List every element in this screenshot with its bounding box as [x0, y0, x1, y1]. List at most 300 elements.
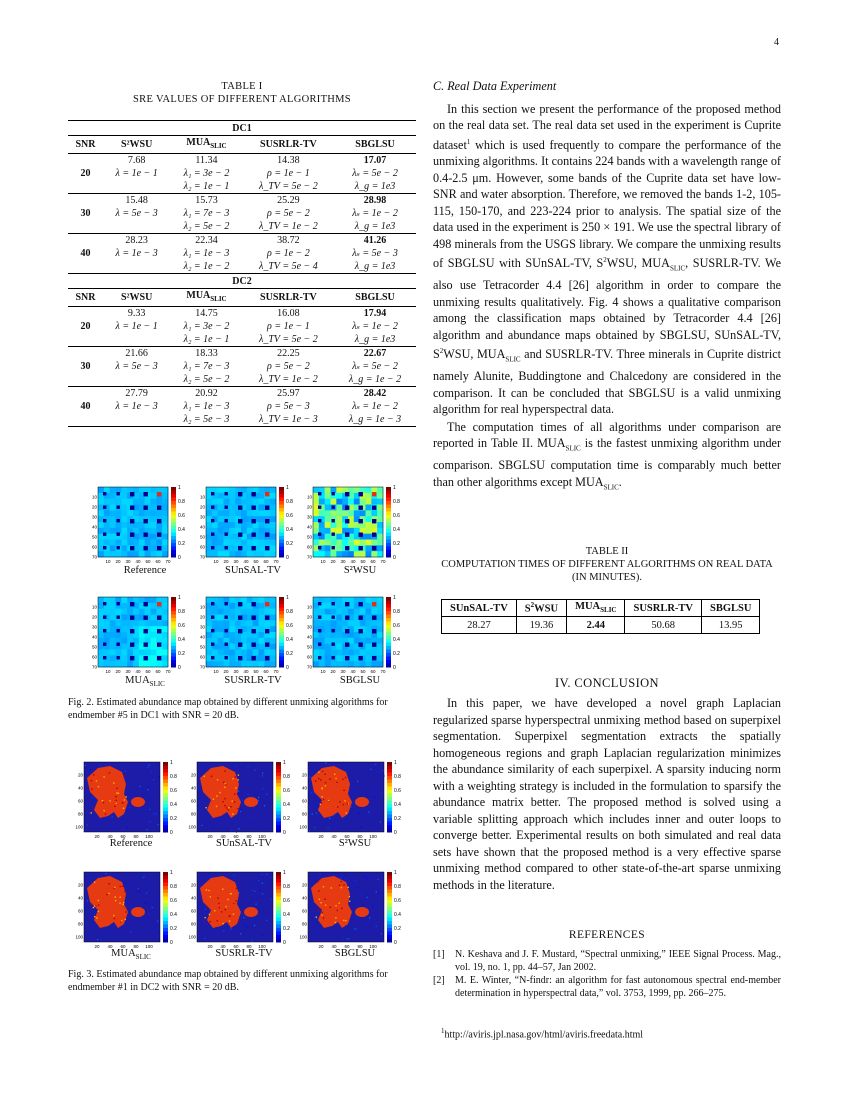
map-cell [116, 650, 122, 656]
map-cell [218, 638, 224, 644]
map-cell [259, 655, 265, 661]
colorbar-segment [276, 876, 281, 880]
noise-speck [149, 821, 150, 822]
param-cell: λₛ = 1e − 2 [352, 401, 398, 412]
colorbar-segment [386, 540, 391, 544]
region-speck [238, 779, 239, 780]
snr-cell: 40 [68, 234, 103, 274]
table-column-header: SBGLSU [702, 600, 760, 617]
table-column-header: SNR [68, 136, 103, 154]
map-cell [360, 609, 366, 615]
endmember-square [130, 546, 134, 550]
endmember-square [117, 533, 120, 536]
map-cell [313, 522, 319, 528]
noise-speck [258, 800, 259, 801]
y-tick-label: 20 [306, 504, 312, 510]
map-cell [377, 609, 383, 615]
param-cell: λ₁ = 7e − 3 [183, 361, 230, 372]
param-cell: λₛ = 5e − 3 [352, 248, 398, 259]
map-cell [270, 597, 276, 603]
endmember-square [117, 546, 120, 549]
map-cell [247, 510, 253, 516]
noise-speck [131, 767, 132, 768]
param-cell: ρ = 5e − 2 [267, 208, 310, 219]
endmember-square [252, 629, 256, 633]
map-cell [206, 540, 212, 546]
map-cell [336, 487, 342, 493]
x-tick-label: 100 [145, 834, 153, 839]
map-cell [270, 620, 276, 626]
region-speck [120, 897, 121, 898]
endmember-square [144, 546, 148, 550]
x-tick-label: 10 [105, 559, 111, 563]
sre-value-cell: 22.34 [170, 234, 242, 248]
y-tick-label: 10 [306, 494, 312, 500]
map-cell [313, 620, 319, 626]
map-cell [259, 603, 265, 609]
x-tick-label: 80 [246, 834, 252, 839]
x-tick-label: 60 [233, 944, 239, 949]
x-tick-label: 80 [133, 944, 139, 949]
noise-speck [157, 921, 158, 922]
colorbar-segment [279, 597, 284, 601]
x-tick-label: 60 [155, 559, 161, 563]
map-cell [313, 551, 319, 557]
sre-value-cell: 11.34 [195, 155, 218, 166]
sre-value-cell: 7.68 [127, 155, 146, 166]
endmember-square [318, 492, 321, 495]
map-cell [218, 487, 224, 493]
region-speck [329, 778, 330, 779]
map-cell [98, 632, 104, 638]
map-cell [218, 510, 224, 516]
colorbar-segment [386, 664, 391, 668]
colorbar-segment [163, 939, 168, 943]
map-cell [259, 499, 265, 505]
colorbar-tick-label: 0.6 [178, 623, 185, 629]
map-cell [377, 615, 383, 621]
noise-speck [158, 931, 159, 932]
map-cell [259, 644, 265, 650]
map-cell [212, 609, 218, 615]
map-cell [377, 499, 383, 505]
endmember-square [345, 602, 349, 606]
region-speck [93, 774, 94, 775]
map-cell [366, 522, 372, 528]
noise-speck [149, 765, 150, 766]
colorbar-segment [387, 939, 392, 943]
region-speck [217, 779, 218, 780]
x-tick-label: 40 [331, 834, 337, 839]
colorbar-segment [276, 897, 281, 901]
colorbar-segment [171, 657, 176, 661]
colorbar-segment [163, 815, 168, 819]
noise-speck [139, 786, 140, 787]
noise-speck [85, 765, 86, 766]
map-cell [354, 620, 360, 626]
endmember-square [265, 643, 269, 647]
table2-caption-title: COMPUTATION TIMES OF DIFFERENT ALGORITHMS ON REAL DATA (IN MINUTES). [441, 559, 773, 583]
map-cell [331, 620, 337, 626]
map-cell [104, 620, 110, 626]
y-tick-label: 20 [91, 614, 97, 620]
map-cell [218, 644, 224, 650]
region-speck [109, 772, 110, 773]
map-cell [336, 493, 342, 499]
region-speck [233, 914, 234, 915]
map-cell [319, 499, 325, 505]
endmember-square [225, 492, 228, 495]
map-cell [151, 597, 157, 603]
map-cell [116, 510, 122, 516]
noise-speck [153, 779, 154, 780]
endmember-square [372, 643, 376, 647]
colorbar-segment [387, 776, 392, 780]
map-cell [259, 661, 265, 667]
noise-speck [145, 929, 146, 930]
y-tick-label: 40 [301, 895, 307, 901]
colorbar-segment [276, 872, 281, 876]
map-cell [212, 620, 218, 626]
colorbar-segment [386, 622, 391, 626]
colorbar-segment [171, 512, 176, 516]
x-tick-label: 70 [165, 669, 171, 673]
colorbar-tick-label: 0 [393, 665, 396, 671]
endmember-square [238, 602, 242, 606]
colorbar-tick-label: 0.2 [178, 651, 185, 657]
x-tick-label: 60 [155, 669, 161, 673]
noise-speck [351, 806, 352, 807]
map-cell [156, 650, 162, 656]
endmember-square [372, 546, 376, 550]
y-tick-label: 100 [188, 934, 196, 940]
noise-speck [331, 818, 332, 819]
map-cell [121, 638, 127, 644]
colorbar-segment [387, 872, 392, 876]
noise-speck [114, 939, 115, 940]
region-speck [98, 911, 99, 912]
panel-label: SBGLSU [339, 675, 381, 686]
colorbar-segment [279, 608, 284, 612]
colorbar-segment [387, 783, 392, 787]
panel-label: SUnSAL-TV [224, 565, 281, 576]
region-speck [341, 908, 342, 909]
colorbar-segment [171, 494, 176, 498]
region-speck [123, 902, 124, 903]
endmember-square [345, 656, 349, 660]
noise-speck [355, 928, 356, 929]
x-tick-label: 100 [369, 834, 377, 839]
colorbar-segment [171, 608, 176, 612]
table-column-header: S²WSU [103, 136, 170, 154]
colorbar-segment [163, 808, 168, 812]
region-speck [120, 886, 121, 887]
map-cell [253, 551, 259, 557]
noise-speck [378, 892, 379, 893]
y-tick-label: 50 [199, 534, 205, 540]
colorbar-tick-label: 0.4 [286, 637, 293, 643]
map-cell [98, 510, 104, 516]
endmember-square [103, 629, 106, 632]
map-cell [104, 661, 110, 667]
map-cell [110, 551, 116, 557]
y-tick-label: 30 [199, 624, 205, 630]
noise-speck [266, 874, 267, 875]
map-cell [98, 650, 104, 656]
colorbar-segment [387, 928, 392, 932]
map-cell [366, 638, 372, 644]
map-cell [229, 540, 235, 546]
region-speck [230, 893, 231, 894]
map-cell [325, 632, 331, 638]
colorbar-segment [387, 780, 392, 784]
noise-speck [158, 824, 159, 825]
map-cell [241, 551, 247, 557]
region-speck [204, 917, 205, 918]
map-cell [336, 534, 342, 540]
region-speck [318, 772, 319, 773]
map-cell [319, 620, 325, 626]
colorbar-tick-label: 0.4 [178, 637, 185, 643]
noise-speck [334, 815, 335, 816]
y-tick-label: 70 [199, 664, 205, 670]
map-cell [270, 638, 276, 644]
map-cell [336, 516, 342, 522]
panel-label: SUSRLR-TV [215, 948, 273, 959]
computation-time-cell: 13.95 [702, 617, 760, 634]
map-cell [127, 540, 133, 546]
endmember-square [117, 506, 120, 509]
region-speck [233, 903, 234, 904]
noise-speck [373, 797, 374, 798]
colorbar-tick-label: 0.6 [393, 513, 400, 519]
colorbar-segment [171, 636, 176, 640]
endmember-square [318, 506, 321, 509]
map-cell [110, 493, 116, 499]
map-cell [116, 661, 122, 667]
endmember-square [252, 656, 256, 660]
map-cell [162, 597, 168, 603]
sre-value-cell: 14.75 [195, 308, 218, 319]
map-cell [151, 644, 157, 650]
region-speck [226, 807, 227, 808]
noise-speck [270, 899, 271, 900]
noise-speck [130, 931, 131, 932]
table1-caption-title: SRE VALUES OF DIFFERENT ALGORITHMS [133, 94, 351, 105]
y-tick-label: 40 [91, 524, 97, 530]
map-cell [229, 528, 235, 534]
map-cell [259, 522, 265, 528]
noise-speck [138, 888, 139, 889]
colorbar-tick-label: 0 [170, 830, 173, 836]
y-tick-label: 60 [301, 908, 307, 914]
x-tick-label: 60 [263, 559, 269, 563]
region-speck [316, 916, 317, 917]
colorbar-segment [276, 776, 281, 780]
colorbar-segment [387, 815, 392, 819]
noise-speck [253, 807, 254, 808]
map-cell [325, 650, 331, 656]
region-speck [321, 802, 322, 803]
colorbar-segment [163, 787, 168, 791]
noise-speck [356, 929, 357, 930]
colorbar-segment [171, 501, 176, 505]
param-cell: λₛ = 1e − 2 [352, 208, 398, 219]
region-speck [232, 778, 233, 779]
map-cell [371, 620, 377, 626]
colorbar-segment [279, 547, 284, 551]
param-cell: λₛ = 1e − 2 [352, 321, 398, 332]
endmember-square [130, 629, 134, 633]
noise-speck [266, 794, 267, 795]
colorbar-segment [386, 643, 391, 647]
map-cell [342, 650, 348, 656]
colorbar-segment [387, 762, 392, 766]
endmember-square [103, 533, 106, 536]
map-cell [366, 650, 372, 656]
noise-speck [258, 880, 259, 881]
map-cell [348, 661, 354, 667]
endmember-square [157, 656, 161, 660]
map-cell [336, 609, 342, 615]
param-cell: λ_g = 1e3 [354, 181, 396, 192]
colorbar-segment [387, 886, 392, 890]
map-cell [253, 650, 259, 656]
noise-speck [250, 822, 251, 823]
colorbar-segment [279, 536, 284, 540]
map-cell [121, 620, 127, 626]
colorbar-segment [387, 808, 392, 812]
colorbar-segment [386, 608, 391, 612]
y-tick-label: 100 [188, 824, 196, 830]
y-tick-label: 60 [77, 908, 83, 914]
colorbar-segment [279, 540, 284, 544]
table-section-title: DC1 [68, 121, 416, 136]
noise-speck [309, 777, 310, 778]
colorbar-tick-label: 0.6 [286, 623, 293, 629]
map-cell [241, 540, 247, 546]
region-speck [90, 812, 91, 813]
map-cell [259, 615, 265, 621]
x-tick-label: 50 [145, 669, 151, 673]
y-tick-label: 60 [91, 654, 97, 660]
param-cell: λ₂ = 5e − 3 [170, 413, 242, 427]
colorbar-tick-label: 0 [170, 940, 173, 946]
computation-time-cell: 50.68 [625, 617, 702, 634]
noise-speck [262, 773, 263, 774]
noise-speck [139, 891, 140, 892]
endmember-square [238, 656, 242, 660]
map-cell [110, 638, 116, 644]
noise-speck [377, 771, 378, 772]
map-cell [229, 499, 235, 505]
noise-speck [208, 826, 209, 827]
sre-value-cell: 21.66 [103, 347, 170, 361]
table-column-header: S²WSU [103, 289, 170, 307]
noise-speck [134, 906, 135, 907]
colorbar-segment [276, 883, 281, 887]
noise-speck [381, 793, 382, 794]
colorbar-segment [171, 491, 176, 495]
region-speck [328, 800, 329, 801]
region-speck [210, 921, 211, 922]
map-cell [110, 609, 116, 615]
map-cell [229, 597, 235, 603]
sre-value-cell: 38.72 [243, 234, 334, 248]
map-cell [336, 661, 342, 667]
colorbar-tick-label: 0.4 [393, 637, 400, 643]
noise-speck [262, 883, 263, 884]
noise-speck [327, 827, 328, 828]
map-cell [336, 655, 342, 661]
map-cell [253, 540, 259, 546]
map-cell [325, 609, 331, 615]
endmember-square [103, 656, 106, 659]
map-cell [319, 661, 325, 667]
x-tick-label: 50 [360, 669, 366, 673]
x-tick-label: 40 [135, 669, 141, 673]
endmember-square [144, 519, 148, 523]
colorbar-segment [276, 904, 281, 908]
map-cell [377, 661, 383, 667]
colorbar-segment [276, 921, 281, 925]
endmember-square [157, 506, 161, 510]
noise-speck [364, 932, 365, 933]
map-cell [218, 540, 224, 546]
colorbar-segment [279, 543, 284, 547]
map-cell [110, 615, 116, 621]
colorbar-tick-label: 0.6 [283, 788, 290, 794]
y-tick-label: 60 [306, 544, 312, 550]
region-speck [331, 887, 332, 888]
noise-speck [213, 766, 214, 767]
sre-value-cell: 9.33 [127, 308, 146, 319]
x-tick-label: 50 [253, 559, 259, 563]
map-cell [121, 487, 127, 493]
noise-speck [150, 771, 151, 772]
noise-speck [127, 827, 128, 828]
y-tick-label: 40 [77, 785, 83, 791]
noise-speck [130, 885, 131, 886]
colorbar-segment [276, 939, 281, 943]
map-cell [110, 620, 116, 626]
noise-speck [247, 926, 248, 927]
colorbar-tick-label: 1 [170, 870, 173, 876]
map-cell [377, 540, 383, 546]
colorbar-segment [276, 815, 281, 819]
map-cell [121, 522, 127, 528]
y-tick-label: 30 [306, 624, 312, 630]
colorbar-segment [387, 907, 392, 911]
x-tick-label: 10 [213, 669, 219, 673]
param-cell: λ_g = 1e − 2 [348, 374, 402, 385]
sre-value-cell: 17.94 [363, 308, 387, 319]
endmember-square [211, 656, 214, 659]
map-cell [264, 661, 270, 667]
map-cell [110, 534, 116, 540]
snr-cell: 30 [68, 347, 103, 387]
endmember-square [144, 506, 148, 510]
param-cell [103, 333, 170, 347]
noise-speck [369, 815, 370, 816]
noise-speck [242, 799, 243, 800]
colorbar-segment [171, 508, 176, 512]
endmember-square [211, 506, 214, 509]
endmember-square [265, 506, 269, 510]
endmember-square [225, 629, 228, 632]
abundance-map-panel [86, 485, 198, 563]
map-cell [235, 551, 241, 557]
